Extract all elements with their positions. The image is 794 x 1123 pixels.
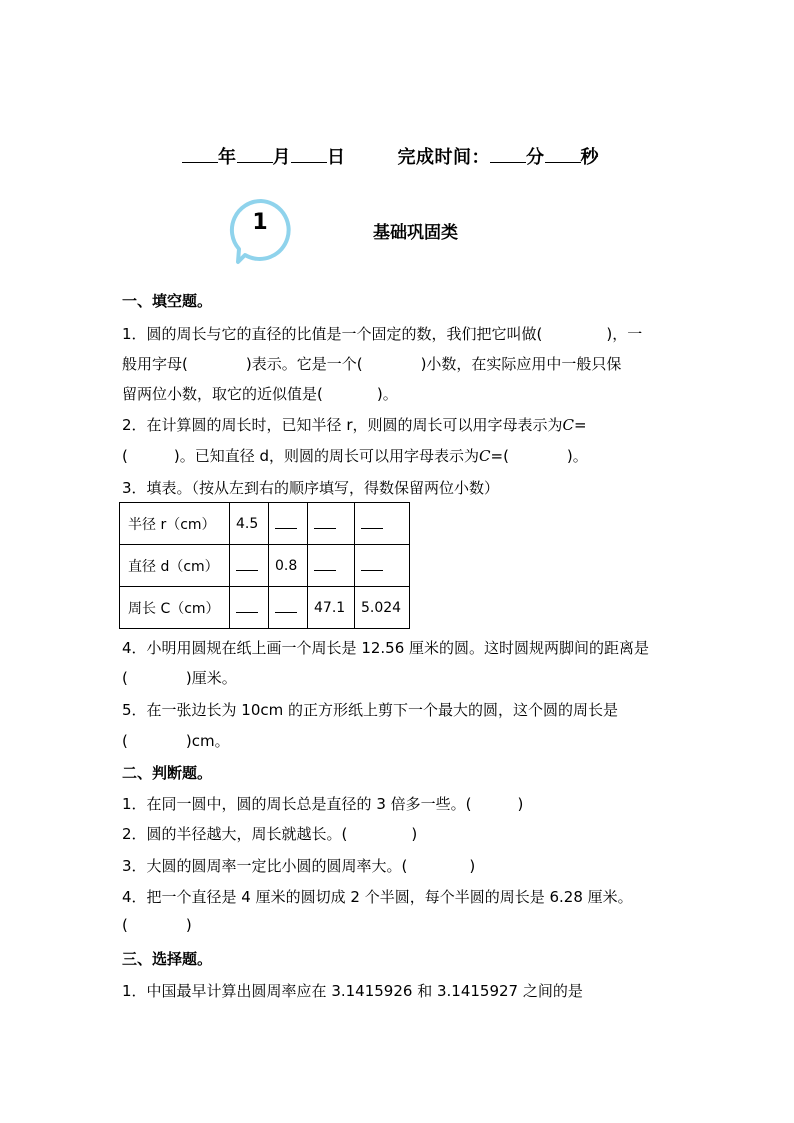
judge-text: 3．大圆的圆周率一定比小圆的圆周率大。( (122, 857, 408, 875)
q5-line1: 5．在一张边长为 10cm 的正方形纸上剪下一个最大的圆，这个圆的周长是 (122, 701, 619, 719)
q1-line3 (122, 383, 398, 404)
table-cell: 4.5 (230, 503, 269, 545)
q1-text: 般用字母( (122, 355, 188, 373)
day-label: 日 (327, 147, 346, 168)
section2-title: 二、判断题。 (122, 764, 213, 782)
judge-text: 2．圆的半径越大，周长就越长。( (122, 825, 348, 843)
second-label: 秒 (580, 147, 599, 168)
second-blank (545, 144, 581, 163)
date-time-header (182, 143, 599, 169)
q2-text: = (573, 416, 587, 434)
badge-number: 1 (252, 210, 268, 235)
category-title: 基础巩固类 (373, 223, 458, 243)
q1-text: )小数，在实际应用中一般只保 (420, 355, 622, 373)
variable-c: C (562, 416, 574, 434)
judge-text: ( (122, 916, 128, 934)
judge-q3 (122, 855, 475, 876)
table-cell-blank (230, 545, 269, 587)
q2-line1 (122, 414, 587, 435)
table-row (120, 503, 410, 545)
judge-text: 1．在同一圆中，圆的周长总是直径的 3 倍多一些。( (122, 795, 472, 813)
q1-text: )表示。它是一个( (245, 355, 363, 373)
table-cell-blank (355, 545, 410, 587)
table-cell-blank (269, 587, 308, 629)
table-cell-blank (355, 503, 410, 545)
q1-line2 (122, 353, 621, 374)
choice-q1: 1．中国最早计算出圆周率应在 3.1415926 和 3.1415927 之间的是 (122, 982, 583, 1000)
table-cell-blank (308, 545, 355, 587)
time-label: 完成时间： (397, 147, 490, 168)
judge-text: ) (517, 795, 524, 813)
q2-text: )。已知直径 d，则圆的周长可以用字母表示为 (173, 447, 480, 465)
table-row (120, 587, 410, 629)
q1-text: )，一 (606, 325, 643, 343)
q3-line: 3．填表。（按从左到右的顺序填写，得数保留两位小数） (122, 479, 500, 497)
judge-q4-line2 (122, 916, 192, 934)
q1-text: )。 (376, 385, 398, 403)
q5-text: )cm。 (185, 732, 230, 750)
minute-blank (490, 144, 526, 163)
row-header: 半径 r（cm） (120, 503, 230, 545)
q2-line2 (122, 445, 588, 466)
section1-title: 一、填空题。 (122, 292, 213, 310)
section-badge (228, 198, 296, 266)
year-label: 年 (218, 147, 237, 168)
q2-text: 2．在计算圆的周长时，已知半径 r，则圆的周长可以用字母表示为 (122, 416, 563, 434)
table-cell-blank (269, 503, 308, 545)
q4-line1: 4．小明用圆规在纸上画一个周长是 12.56 厘米的圆。这时圆规两脚间的距离是 (122, 639, 650, 657)
q4-text: )厘米。 (185, 669, 237, 687)
judge-q4-line1: 4．把一个直径是 4 厘米的圆切成 2 个半圆，每个半圆的周长是 6.28 厘米。 (122, 888, 633, 906)
judge-text: ) (469, 857, 476, 875)
q2-text: =( (490, 447, 509, 465)
judge-q2 (122, 823, 417, 844)
q1-text: 留两位小数，取它的近似值是( (122, 385, 323, 403)
table-cell-blank (230, 587, 269, 629)
q2-text: ( (122, 447, 128, 465)
judge-q1 (122, 793, 523, 814)
q4-line2 (122, 667, 237, 688)
minute-label: 分 (526, 147, 545, 168)
table-cell: 0.8 (269, 545, 308, 587)
year-blank (182, 144, 218, 163)
row-header: 直径 d（cm） (120, 545, 230, 587)
variable-c: C (479, 447, 491, 465)
table-row (120, 545, 410, 587)
month-blank (237, 144, 273, 163)
q2-text: )。 (566, 447, 588, 465)
judge-text: ) (185, 916, 192, 934)
fill-in-table (119, 502, 410, 629)
q5-line2 (122, 730, 230, 751)
q5-text: ( (122, 732, 128, 750)
month-label: 月 (272, 147, 291, 168)
section3-title: 三、选择题。 (122, 950, 213, 968)
q1-line1 (122, 323, 642, 344)
table-cell: 5.024 (355, 587, 410, 629)
row-header: 周长 C（cm） (120, 587, 230, 629)
q1-text: 1．圆的周长与它的直径的比值是一个固定的数，我们把它叫做( (122, 325, 543, 343)
table-cell-blank (308, 503, 355, 545)
day-blank (291, 144, 327, 163)
judge-text: ) (411, 825, 418, 843)
table-cell: 47.1 (308, 587, 355, 629)
q4-text: ( (122, 669, 128, 687)
